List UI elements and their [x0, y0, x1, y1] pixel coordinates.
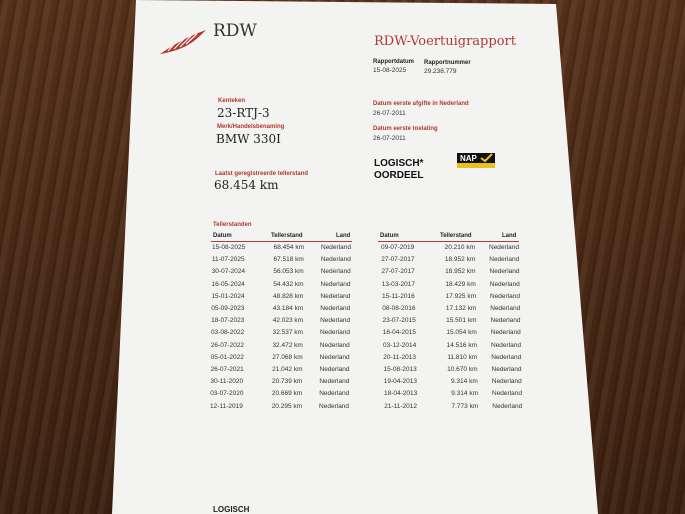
table-cell-tellerstand: 20.295 km	[271, 402, 303, 410]
table-cell-tellerstand: 42.023 km	[272, 317, 304, 325]
table-cell-datum: 23-07-2015	[382, 317, 416, 325]
rdw-feather-logo-icon	[158, 28, 208, 56]
table-cell-datum: 03-12-2014	[383, 341, 417, 349]
table-cell-tellerstand: 27.068 km	[272, 353, 303, 361]
table-cell-tellerstand: 11.810 km	[447, 353, 478, 361]
merk-value: BMW 330I	[216, 132, 281, 146]
footer-logisch-text: LOGISCH	[213, 505, 250, 514]
table-cell-tellerstand: 32.472 km	[272, 341, 303, 349]
table-cell-tellerstand: 48.828 km	[273, 292, 304, 300]
table-cell-land: Nederland	[320, 268, 351, 276]
table-cell-tellerstand: 9.314 km	[451, 390, 478, 398]
table-cell-land: Nederland	[319, 402, 350, 410]
rapportnummer-label: Rapportnummer	[424, 60, 471, 66]
table-cell-land: Nederland	[489, 256, 520, 264]
table-cell-datum: 30-11-2020	[210, 378, 244, 386]
verdict-line-1: LOGISCH*	[374, 158, 424, 169]
table-cell-tellerstand: 9.314 km	[451, 378, 478, 386]
table-cell-datum: 16-05-2024	[211, 280, 245, 288]
table-cell-datum: 30-07-2024	[211, 268, 245, 276]
merk-label: Merk/Handelsbenaming	[217, 124, 285, 130]
table-cell-tellerstand: 7.773 km	[451, 402, 479, 410]
table-cell-tellerstand: 20.739 km	[271, 378, 303, 386]
nap-check-icon	[457, 153, 495, 168]
kenteken-value: 23-RTJ-3	[217, 106, 270, 120]
table-cell-land: Nederland	[319, 390, 350, 398]
table-cell-land: Nederland	[490, 305, 521, 312]
table-cell-land: Nederland	[320, 292, 351, 300]
rapportdatum-value: 15-08-2025	[373, 67, 407, 74]
tellerstand-value: 68.454 km	[214, 178, 279, 192]
table-cell-tellerstand: 18.952 km	[445, 268, 476, 276]
table-cell-land: Nederland	[490, 292, 520, 300]
tellerstand-label: Laatst geregistreerde tellerstand	[215, 171, 309, 177]
table-cell-land: Nederland	[320, 305, 351, 312]
rapportnummer-value: 29.238.779	[424, 68, 457, 75]
table-cell-land: Nederland	[319, 341, 350, 349]
left-col-tellerstand: Tellerstand	[271, 233, 303, 239]
table-cell-land: Nederland	[492, 390, 522, 398]
table-cell-datum: 13-03-2017	[381, 280, 415, 288]
table-cell-tellerstand: 68.454 km	[273, 244, 304, 251]
table-cell-land: Nederland	[490, 317, 521, 325]
afgifte-value: 26-07-2011	[373, 110, 406, 117]
table-cell-datum: 27-07-2017	[381, 268, 415, 276]
table-cell-datum: 18-04-2013	[384, 390, 418, 398]
table-cell-land: Nederland	[320, 256, 351, 264]
table-cell-land: Nederland	[490, 329, 521, 337]
rapportdatum-label: Rapportdatum	[373, 59, 414, 65]
table-cell-datum: 27-07-2017	[381, 256, 415, 264]
table-cell-tellerstand: 17.925 km	[445, 292, 476, 300]
report-title: RDW-Voertuigrapport	[374, 34, 516, 49]
table-cell-tellerstand: 17.132 km	[445, 305, 477, 312]
left-col-land: Land	[336, 233, 351, 239]
table-cell-tellerstand: 32.537 km	[272, 329, 303, 337]
table-cell-land: Nederland	[319, 329, 350, 337]
table-cell-land: Nederland	[319, 353, 350, 361]
table-cell-tellerstand: 20.210 km	[444, 244, 475, 251]
table-cell-datum: 15-08-2013	[383, 366, 417, 373]
afgifte-label: Datum eerste afgifte in Nederland	[373, 101, 469, 107]
table-cell-tellerstand: 67.518 km	[273, 256, 304, 264]
table-cell-land: Nederland	[492, 402, 523, 410]
table-cell-land: Nederland	[491, 366, 522, 373]
table-cell-datum: 18-07-2023	[211, 317, 245, 325]
table-cell-tellerstand: 15.054 km	[446, 329, 477, 337]
table-cell-tellerstand: 54.432 km	[273, 280, 304, 288]
table-cell-datum: 15-01-2024	[211, 292, 245, 300]
logisch-oordeel-verdict	[374, 158, 423, 182]
table-cell-land: Nederland	[321, 244, 351, 251]
nap-text: NAP	[460, 154, 477, 163]
table-cell-datum: 09-07-2019	[381, 244, 415, 251]
verdict-line-2: OORDEEL	[374, 170, 424, 181]
table-cell-datum: 20-11-2013	[383, 353, 417, 361]
table-cell-tellerstand: 43.184 km	[272, 305, 304, 312]
right-header-divider	[378, 241, 519, 242]
table-cell-datum: 12-11-2019	[210, 402, 243, 410]
table-cell-datum: 19-04-2013	[383, 378, 417, 386]
table-cell-datum: 08-08-2016	[382, 305, 416, 312]
table-cell-land: Nederland	[491, 341, 521, 349]
table-cell-tellerstand: 10.670 km	[447, 366, 478, 373]
table-cell-datum: 11-07-2025	[211, 256, 245, 264]
tellerstanden-title: Tellerstanden	[213, 222, 252, 228]
table-cell-tellerstand: 21.042 km	[272, 366, 303, 373]
table-cell-datum: 21-11-2012	[384, 402, 418, 410]
table-cell-land: Nederland	[491, 378, 522, 386]
table-cell-land: Nederland	[489, 244, 519, 251]
table-cell-tellerstand: 14.516 km	[446, 341, 477, 349]
right-col-tellerstand: Tellerstand	[440, 233, 472, 239]
table-cell-land: Nederland	[489, 268, 520, 276]
table-cell-datum: 03-07-2020	[210, 390, 244, 398]
toelating-value: 26-07-2011	[373, 135, 406, 142]
table-cell-tellerstand: 18.429 km	[445, 280, 476, 288]
right-col-datum: Datum	[380, 233, 399, 239]
table-cell-datum: 15-11-2016	[382, 292, 415, 300]
table-cell-datum: 05-01-2022	[210, 353, 244, 361]
table-cell-datum: 16-04-2015	[382, 329, 416, 337]
table-cell-land: Nederland	[320, 280, 351, 288]
toelating-label: Datum eerste toelating	[373, 126, 438, 132]
table-cell-datum: 26-07-2021	[210, 366, 244, 373]
table-cell-land: Nederland	[489, 280, 520, 288]
table-cell-tellerstand: 15.501 km	[446, 317, 477, 325]
kenteken-label: Kenteken	[218, 98, 246, 104]
table-cell-tellerstand: 18.952 km	[444, 256, 476, 264]
table-cell-land: Nederland	[320, 317, 351, 325]
table-cell-land: Nederland	[491, 353, 522, 361]
table-cell-land: Nederland	[319, 366, 350, 373]
table-cell-land: Nederland	[319, 378, 350, 386]
table-cell-datum: 05-09-2023	[211, 305, 245, 312]
left-header-divider	[211, 241, 352, 242]
left-col-datum: Datum	[213, 233, 232, 239]
table-cell-datum: 03-08-2022	[210, 329, 245, 337]
brand-name: RDW	[213, 21, 257, 41]
table-cell-tellerstand: 20.669 km	[271, 390, 303, 398]
table-cell-tellerstand: 56.053 km	[273, 268, 304, 276]
table-cell-datum: 26-07-2022	[210, 341, 245, 349]
table-cell-datum: 15-08-2025	[212, 244, 246, 251]
right-col-land: Land	[502, 233, 517, 239]
